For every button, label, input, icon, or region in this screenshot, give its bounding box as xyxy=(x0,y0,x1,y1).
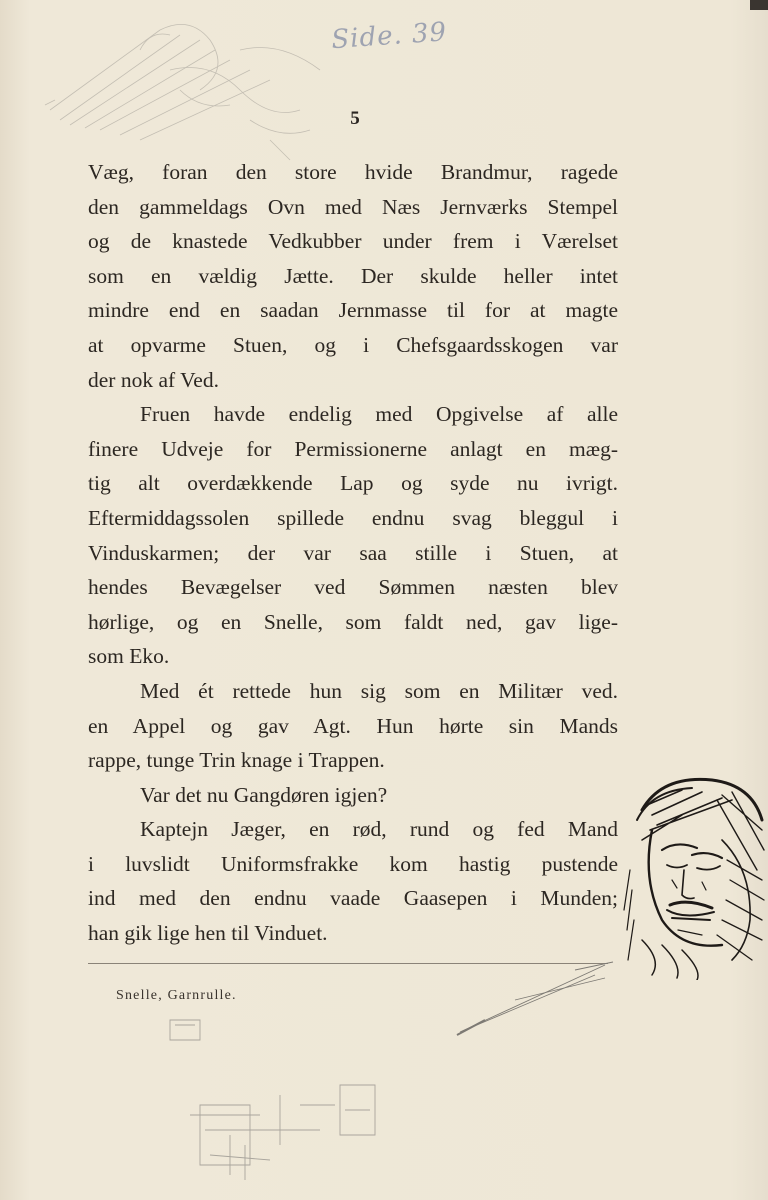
text-line: der nok af Ved. xyxy=(88,367,219,392)
text-line: tig alt overdækkende Lap og syde nu ivrigt. xyxy=(88,471,618,496)
text-line: en Appel og gav Agt. Hun hørte sin Mands xyxy=(88,713,618,738)
page-number: 5 xyxy=(350,108,360,129)
pencil-stroke xyxy=(455,960,615,1040)
text-line: Vinduskarmen; der var saa stille i Stuen, at xyxy=(88,540,618,565)
text-line: han gik lige hen til Vinduet. xyxy=(88,921,328,946)
text-line: Væg, foran den store hvide Brandmur, ragede xyxy=(88,160,618,184)
archive-pencil-note: Side. 39 xyxy=(330,17,449,56)
text-line: hendes Bevægelser ved Sømmen næsten blev xyxy=(88,575,618,600)
ink-portrait-sketch xyxy=(622,770,768,980)
text-line: at opvarme Stuen, og i Chefsgaardsskogen var xyxy=(88,332,618,357)
footnote: Snelle, Garnrulle. xyxy=(116,988,237,1003)
text-line: finere Udveje for Permissionerne anlagt en mæg- xyxy=(88,436,618,461)
text-line: som Eko. xyxy=(88,644,170,669)
text-line: den gammeldags Ovn med Næs Jernværks Stempel xyxy=(88,194,618,219)
text-line: mindre end en saadan Jernmasse til for at magte xyxy=(88,298,618,323)
text-line: i luvslidt Uniformsfrakke kom hastig pustende xyxy=(88,851,618,876)
text-line: hørlige, og en Snelle, som faldt ned, gav lige- xyxy=(88,609,618,634)
pencil-sketch-top xyxy=(40,10,360,170)
text-line: Fruen havde endelig med Opgivelse af alle xyxy=(140,402,618,427)
text-line: Eftermiddagssolen spillede endnu svag bleggul i xyxy=(88,505,618,530)
corner-mark xyxy=(750,0,768,10)
body-text xyxy=(88,155,618,951)
text-line: Var det nu Gangdøren igjen? xyxy=(140,782,388,807)
text-line: ind med den endnu vaade Gaasepen i Munden; xyxy=(88,886,618,911)
text-line: som en vældig Jætte. Der skulde heller intet xyxy=(88,263,618,288)
text-line: rappe, tunge Trin knage i Trappen. xyxy=(88,748,385,773)
pencil-sketch-bottom xyxy=(160,1015,400,1185)
text-line: Kaptejn Jæger, en rød, rund og fed Mand xyxy=(140,817,618,842)
text-line: Med ét rettede hun sig som en Militær ved. xyxy=(140,678,618,703)
text-line: og de knastede Vedkubber under frem i Værelset xyxy=(88,229,618,254)
